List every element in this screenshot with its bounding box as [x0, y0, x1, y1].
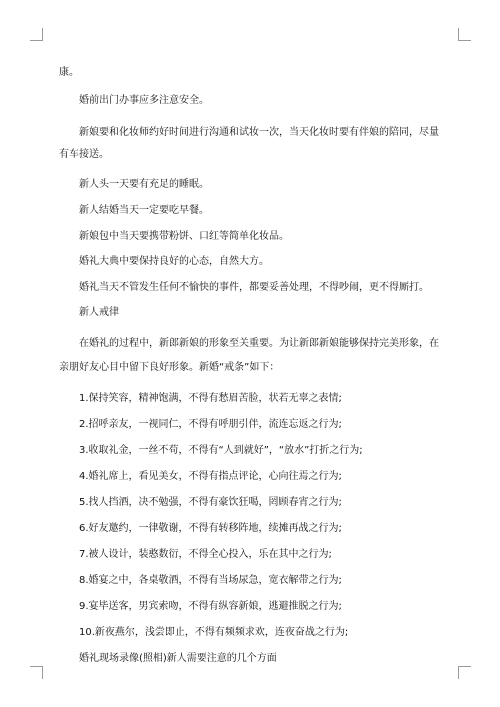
list-item: 2.招呼亲友，一视同仁，不得有呼朋引伴，流连忘返之行为;	[79, 419, 342, 430]
paragraph: 婚前出门办事应多注意安全。	[79, 95, 209, 106]
list-item: 4.婚礼席上，看见美女，不得有指点评论，心向往焉之行为;	[79, 471, 342, 482]
crop-mark-top-left	[30, 28, 43, 41]
list-item: 6.好友邀约，一律敬谢，不得有转移阵地，续摊再战之行为;	[79, 523, 342, 534]
paragraph: 婚礼大典中要保持良好的心态，自然大方。	[79, 256, 269, 267]
list-item: 7.被人设计，装憨数衍，不得全心投入，乐在其中之行为;	[79, 549, 332, 560]
section-heading: 新人戒律	[79, 307, 119, 318]
list-item: 3.收取礼金，一丝不苟，不得有“人到就好”，“放水”打折之行为;	[79, 445, 363, 456]
list-item: 8.婚宴之中，各桌敬酒，不得有当场尿急，宽衣解带之行为;	[79, 575, 342, 586]
paragraph: 新人结婚当天一定要吃早餐。	[79, 205, 209, 216]
section-heading: 婚礼现场录像(照相)新人需要注意的几个方面	[79, 653, 277, 664]
list-item: 9.宴毕送客，男宾索吻，不得有纵容新娘，逃避推脱之行为;	[79, 601, 342, 612]
crop-mark-bottom-right	[458, 666, 471, 679]
paragraph: 婚礼当天不管发生任何不愉快的事件，都要妥善处理，不得吵闹，更不得厮打。	[79, 282, 429, 293]
document-body	[59, 66, 445, 666]
paragraph: 新人头一天要有充足的睡眠。	[79, 179, 209, 190]
paragraph: 在婚礼的过程中，新郎新娘的形象至关重要。为让新郎新娘能够保持完美形象，在亲朋好友心目中留下良好形象。新婚“戒条”如下：	[59, 338, 439, 373]
crop-mark-bottom-left	[30, 666, 43, 679]
list-item: 10.新夜燕尔，浅尝即止，不得有频频求欢，连夜奋战之行为;	[79, 627, 349, 638]
crop-mark-top-right	[458, 28, 471, 41]
list-item: 1.保持笑容，精神饱满，不得有愁眉苦脸，状若无辜之表情;	[79, 393, 342, 404]
paragraph: 新娘包中当天要携带粉饼、口红等简单化妆品。	[79, 231, 289, 242]
list-item: 5.找人挡酒，决不勉强，不得有豪饮狂喝，罔顾春宵之行为;	[79, 497, 342, 508]
paragraph: 新娘要和化妆师约好时间进行沟通和试妆一次，当天化妆时要有伴娘的陪同，尽量有车接送。	[59, 127, 439, 160]
paragraph: 康。	[59, 67, 79, 78]
